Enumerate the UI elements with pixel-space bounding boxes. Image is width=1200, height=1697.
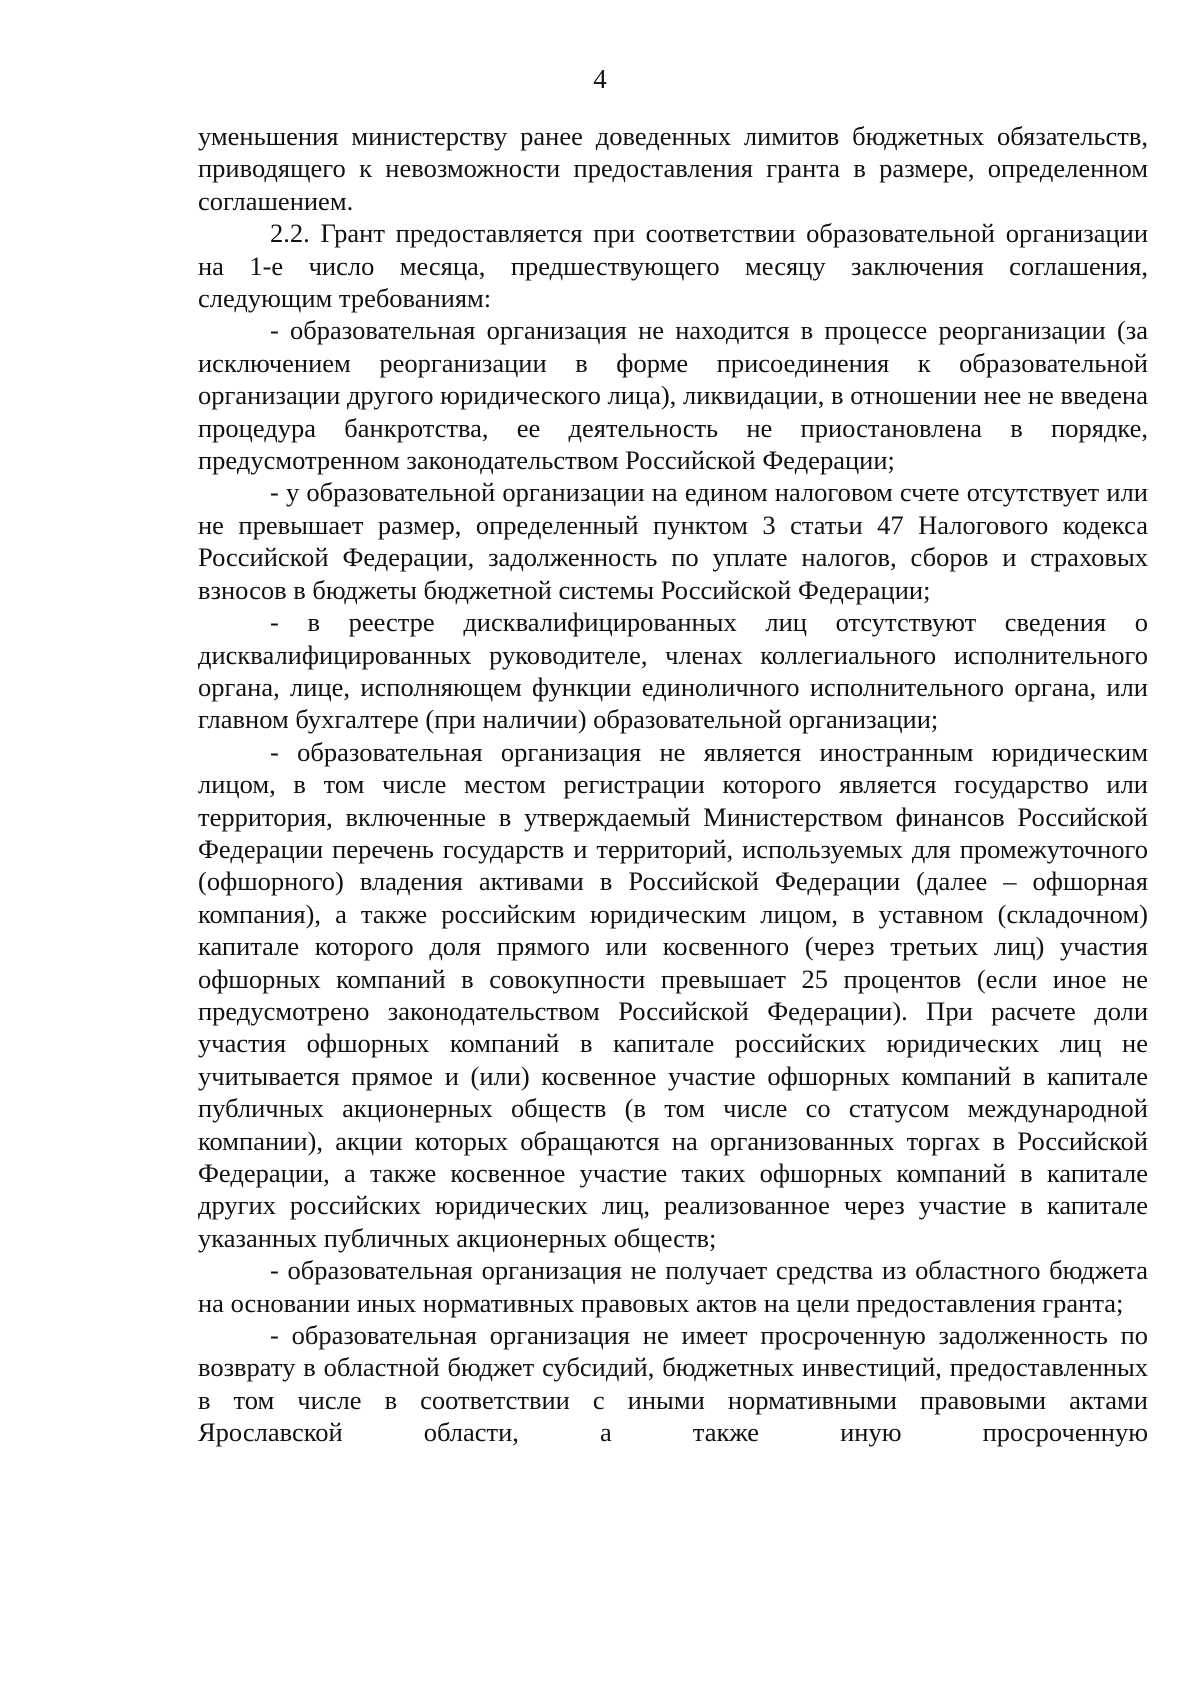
paragraph-requirement-overdue-debt: - образовательная организация не имеет просроченную задолженность по возврату в областной бюджет субсидий, бюджетных инвестиций, предоставленных в том числе в соответствии с иными нормативными правовыми актами Ярославской области, а также иную просроченную <box>198 1320 1148 1448</box>
paragraph-clause-2-2: 2.2. Грант предоставляется при соответствии образовательной организации на 1-е число месяца, предшествующего месяцу заключения соглашения, следующим требованиям: <box>198 218 1148 314</box>
document-body <box>198 120 1148 1449</box>
paragraph-continuation: уменьшения министерству ранее доведенных лимитов бюджетных обязательств, приводящего к невозможности предоставления гранта в размере, определенном соглашением. <box>198 121 1148 216</box>
paragraph-requirement-offshore: - образовательная организация не является иностранным юридическим лицом, в том числе местом регистрации которого является государство или территория, включенные в утверждаемый Министерством финансов Российской Федерации перечень государств и территорий, используемых для промежуточного (офшорного) владения активами в Российской Федерации (далее – офшорная компания), а также российским юридическим лицом, в уставном (складочном) капитале которого доля прямого или косвенного (через третьих лиц) участия офшорных компаний в совокупности превышает 25 процентов (если иное не предусмотрено законодательством Российской Федерации). При расчете доли участия офшорных компаний в капитале российских юридических лиц не учитывается прямое и (или) косвенное участие офшорных компаний в капитале публичных акционерных обществ (в том числе со статусом международной компании), акции которых обращаются на организованных торгах в Российской Федерации, а также косвенное участие таких офшорных компаний в капитале других российских юридических лиц, реализованное через участие в капитале указанных публичных акционерных обществ; <box>198 736 1148 1253</box>
paragraph-requirement-disqualified-persons: - в реестре дисквалифицированных лиц отсутствуют сведения о дисквалифицированных руководителе, членах коллегиального исполнительного органа, лице, исполняющем функции единоличного исполнительного органа, или главном бухгалтере (при наличии) образовательной организации; <box>198 607 1148 735</box>
page-number: 4 <box>593 64 607 94</box>
paragraph-requirement-reorganization: - образовательная организация не находится в процессе реорганизации (за исключением реорганизации в форме присоединения к образовательной организации другого юридического лица), ликвидации, в отношении нее не введена процедура банкротства, ее деятельность не приостановлена в порядке, предусмотренном законодательством Российской Федерации; <box>198 315 1148 476</box>
paragraph-requirement-tax-debt: - у образовательной организации на едином налоговом счете отсутствует или не превышает размер, определенный пунктом 3 статьи 47 Налогового кодекса Российской Федерации, задолженность по уплате налогов, сборов и страховых взносов в бюджеты бюджетной системы Российской Федерации; <box>198 477 1148 605</box>
paragraph-requirement-other-funds: - образовательная организация не получает средства из областного бюджета на основании иных нормативных правовых актов на цели предоставления гранта; <box>198 1255 1148 1318</box>
